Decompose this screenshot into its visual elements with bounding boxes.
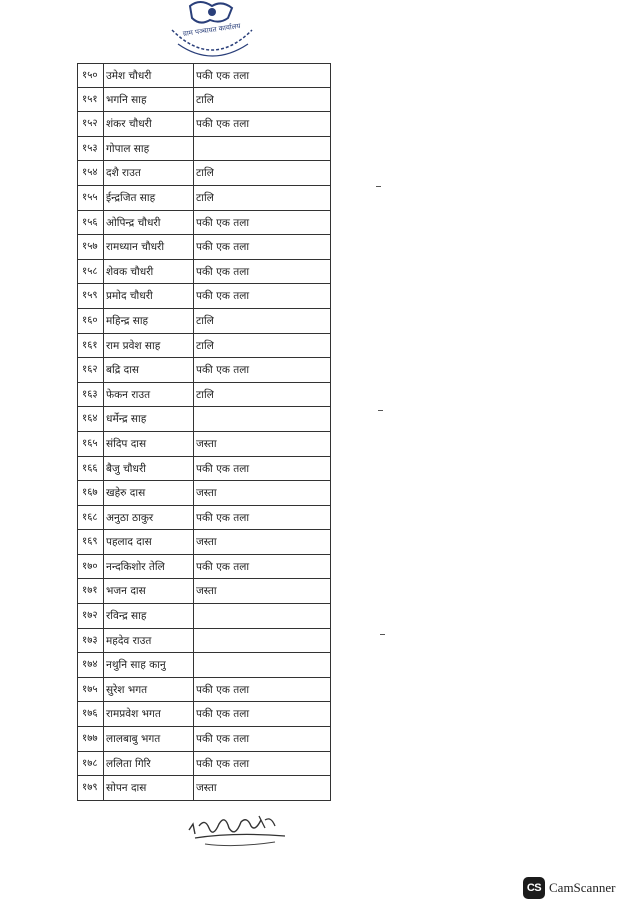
row-name: बद्रि दास	[104, 358, 194, 382]
row-number: १६४	[77, 407, 104, 431]
row-house-type	[194, 137, 331, 161]
row-number: १७१	[77, 579, 104, 603]
row-name: सोपन दास	[104, 776, 194, 800]
camscanner-text: CamScanner	[549, 880, 616, 895]
row-name: गोपाल साह	[104, 137, 194, 161]
row-number: १६९	[77, 530, 104, 554]
row-name: राम प्रवेश साह	[104, 334, 194, 358]
table-row	[77, 284, 331, 309]
row-name: पहलाद दास	[104, 530, 194, 554]
table-row	[77, 161, 331, 186]
row-house-type: पकी एक तला	[194, 64, 331, 87]
row-house-type: पकी एक तला	[194, 678, 331, 702]
table-row	[77, 457, 331, 482]
row-house-type	[194, 653, 331, 677]
row-number: १६५	[77, 432, 104, 456]
beneficiary-table	[77, 63, 331, 801]
row-house-type: जस्ता	[194, 432, 331, 456]
row-number: १७९	[77, 776, 104, 800]
row-house-type: जस्ता	[194, 530, 331, 554]
row-number: १५४	[77, 161, 104, 185]
table-row	[77, 309, 331, 334]
row-name: शंकर चौधरी	[104, 112, 194, 136]
row-number: १७२	[77, 604, 104, 628]
row-name: अनुठा ठाकुर	[104, 506, 194, 530]
row-name: बैजु चौधरी	[104, 457, 194, 481]
table-row	[77, 727, 331, 752]
row-name: सुरेश भगत	[104, 678, 194, 702]
row-name: उमेश चौधरी	[104, 64, 194, 87]
row-name: खहेरु दास	[104, 481, 194, 505]
row-house-type: पकी एक तला	[194, 358, 331, 382]
table-row	[77, 63, 331, 88]
table-row	[77, 112, 331, 137]
row-name: भगनि साह	[104, 88, 194, 112]
row-number: १५३	[77, 137, 104, 161]
row-house-type: जस्ता	[194, 776, 331, 800]
row-house-type	[194, 407, 331, 431]
row-name: फेकन राउत	[104, 383, 194, 407]
row-number: १५७	[77, 235, 104, 259]
row-house-type: पकी एक तला	[194, 752, 331, 776]
row-house-type: टालि	[194, 88, 331, 112]
table-row	[77, 506, 331, 531]
row-house-type: पकी एक तला	[194, 506, 331, 530]
row-name: ललिता गिरि	[104, 752, 194, 776]
camscanner-logo: CS	[523, 877, 545, 899]
table-row	[77, 186, 331, 211]
row-name: रविन्द्र साह	[104, 604, 194, 628]
table-row	[77, 776, 331, 801]
table-row	[77, 702, 331, 727]
row-name: ओपिन्द्र चौधरी	[104, 211, 194, 235]
table-row	[77, 211, 331, 236]
row-number: १५२	[77, 112, 104, 136]
row-house-type: पकी एक तला	[194, 702, 331, 726]
row-number: १६८	[77, 506, 104, 530]
row-number: १७७	[77, 727, 104, 751]
row-house-type: टालि	[194, 309, 331, 333]
table-row	[77, 752, 331, 777]
row-number: १७०	[77, 555, 104, 579]
row-name: रामध्यान चौधरी	[104, 235, 194, 259]
table-row	[77, 629, 331, 654]
row-house-type	[194, 604, 331, 628]
row-name: प्रमोद चौधरी	[104, 284, 194, 308]
row-name: नन्दकिशोर तेलि	[104, 555, 194, 579]
row-house-type: पकी एक तला	[194, 235, 331, 259]
table-row	[77, 653, 331, 678]
row-number: १६६	[77, 457, 104, 481]
row-name: शेवक चौधरी	[104, 260, 194, 284]
table-row	[77, 678, 331, 703]
row-house-type: जस्ता	[194, 481, 331, 505]
row-number: १५५	[77, 186, 104, 210]
table-row	[77, 137, 331, 162]
row-number: १५८	[77, 260, 104, 284]
row-name: भजन दास	[104, 579, 194, 603]
row-house-type: टालि	[194, 334, 331, 358]
row-house-type: पकी एक तला	[194, 457, 331, 481]
row-name: लालबाबु भगत	[104, 727, 194, 751]
row-house-type: पकी एक तला	[194, 112, 331, 136]
row-number: १५०	[77, 64, 104, 87]
row-number: १७६	[77, 702, 104, 726]
row-house-type: टालि	[194, 161, 331, 185]
row-name: ईन्द्रजित साह	[104, 186, 194, 210]
table-row	[77, 530, 331, 555]
row-house-type: पकी एक तला	[194, 555, 331, 579]
row-number: १७८	[77, 752, 104, 776]
scan-mark	[380, 634, 385, 635]
row-number: १६०	[77, 309, 104, 333]
row-number: १६३	[77, 383, 104, 407]
row-house-type	[194, 629, 331, 653]
row-name: नथुनि साह कानु	[104, 653, 194, 677]
row-house-type: पकी एक तला	[194, 260, 331, 284]
row-house-type: टालि	[194, 383, 331, 407]
row-number: १६७	[77, 481, 104, 505]
table-row	[77, 407, 331, 432]
row-number: १५९	[77, 284, 104, 308]
table-row	[77, 235, 331, 260]
row-house-type: पकी एक तला	[194, 284, 331, 308]
table-row	[77, 88, 331, 113]
row-house-type: जस्ता	[194, 579, 331, 603]
row-house-type: पकी एक तला	[194, 727, 331, 751]
table-row	[77, 604, 331, 629]
stamp-text: ग्राम पञ्चायत कार्यालय	[182, 22, 241, 39]
row-number: १५६	[77, 211, 104, 235]
row-name: धर्मेन्द्र साह	[104, 407, 194, 431]
row-house-type: टालि	[194, 186, 331, 210]
row-name: रामप्रवेश भगत	[104, 702, 194, 726]
table-row	[77, 579, 331, 604]
row-number: १७३	[77, 629, 104, 653]
row-number: १५१	[77, 88, 104, 112]
table-row	[77, 334, 331, 359]
row-name: दशै राउत	[104, 161, 194, 185]
table-row	[77, 481, 331, 506]
table-row	[77, 260, 331, 285]
camscanner-watermark	[523, 877, 615, 899]
row-name: महिन्द्र साह	[104, 309, 194, 333]
row-house-type: पकी एक तला	[194, 211, 331, 235]
row-number: १६२	[77, 358, 104, 382]
signature	[185, 812, 305, 856]
row-number: १७४	[77, 653, 104, 677]
scan-mark	[376, 186, 381, 187]
table-row	[77, 358, 331, 383]
table-row	[77, 383, 331, 408]
table-row	[77, 555, 331, 580]
row-number: १७५	[77, 678, 104, 702]
table-row	[77, 432, 331, 457]
scan-mark	[378, 410, 383, 411]
office-stamp	[160, 0, 265, 62]
row-number: १६१	[77, 334, 104, 358]
row-name: महदेव राउत	[104, 629, 194, 653]
row-name: संदिप दास	[104, 432, 194, 456]
